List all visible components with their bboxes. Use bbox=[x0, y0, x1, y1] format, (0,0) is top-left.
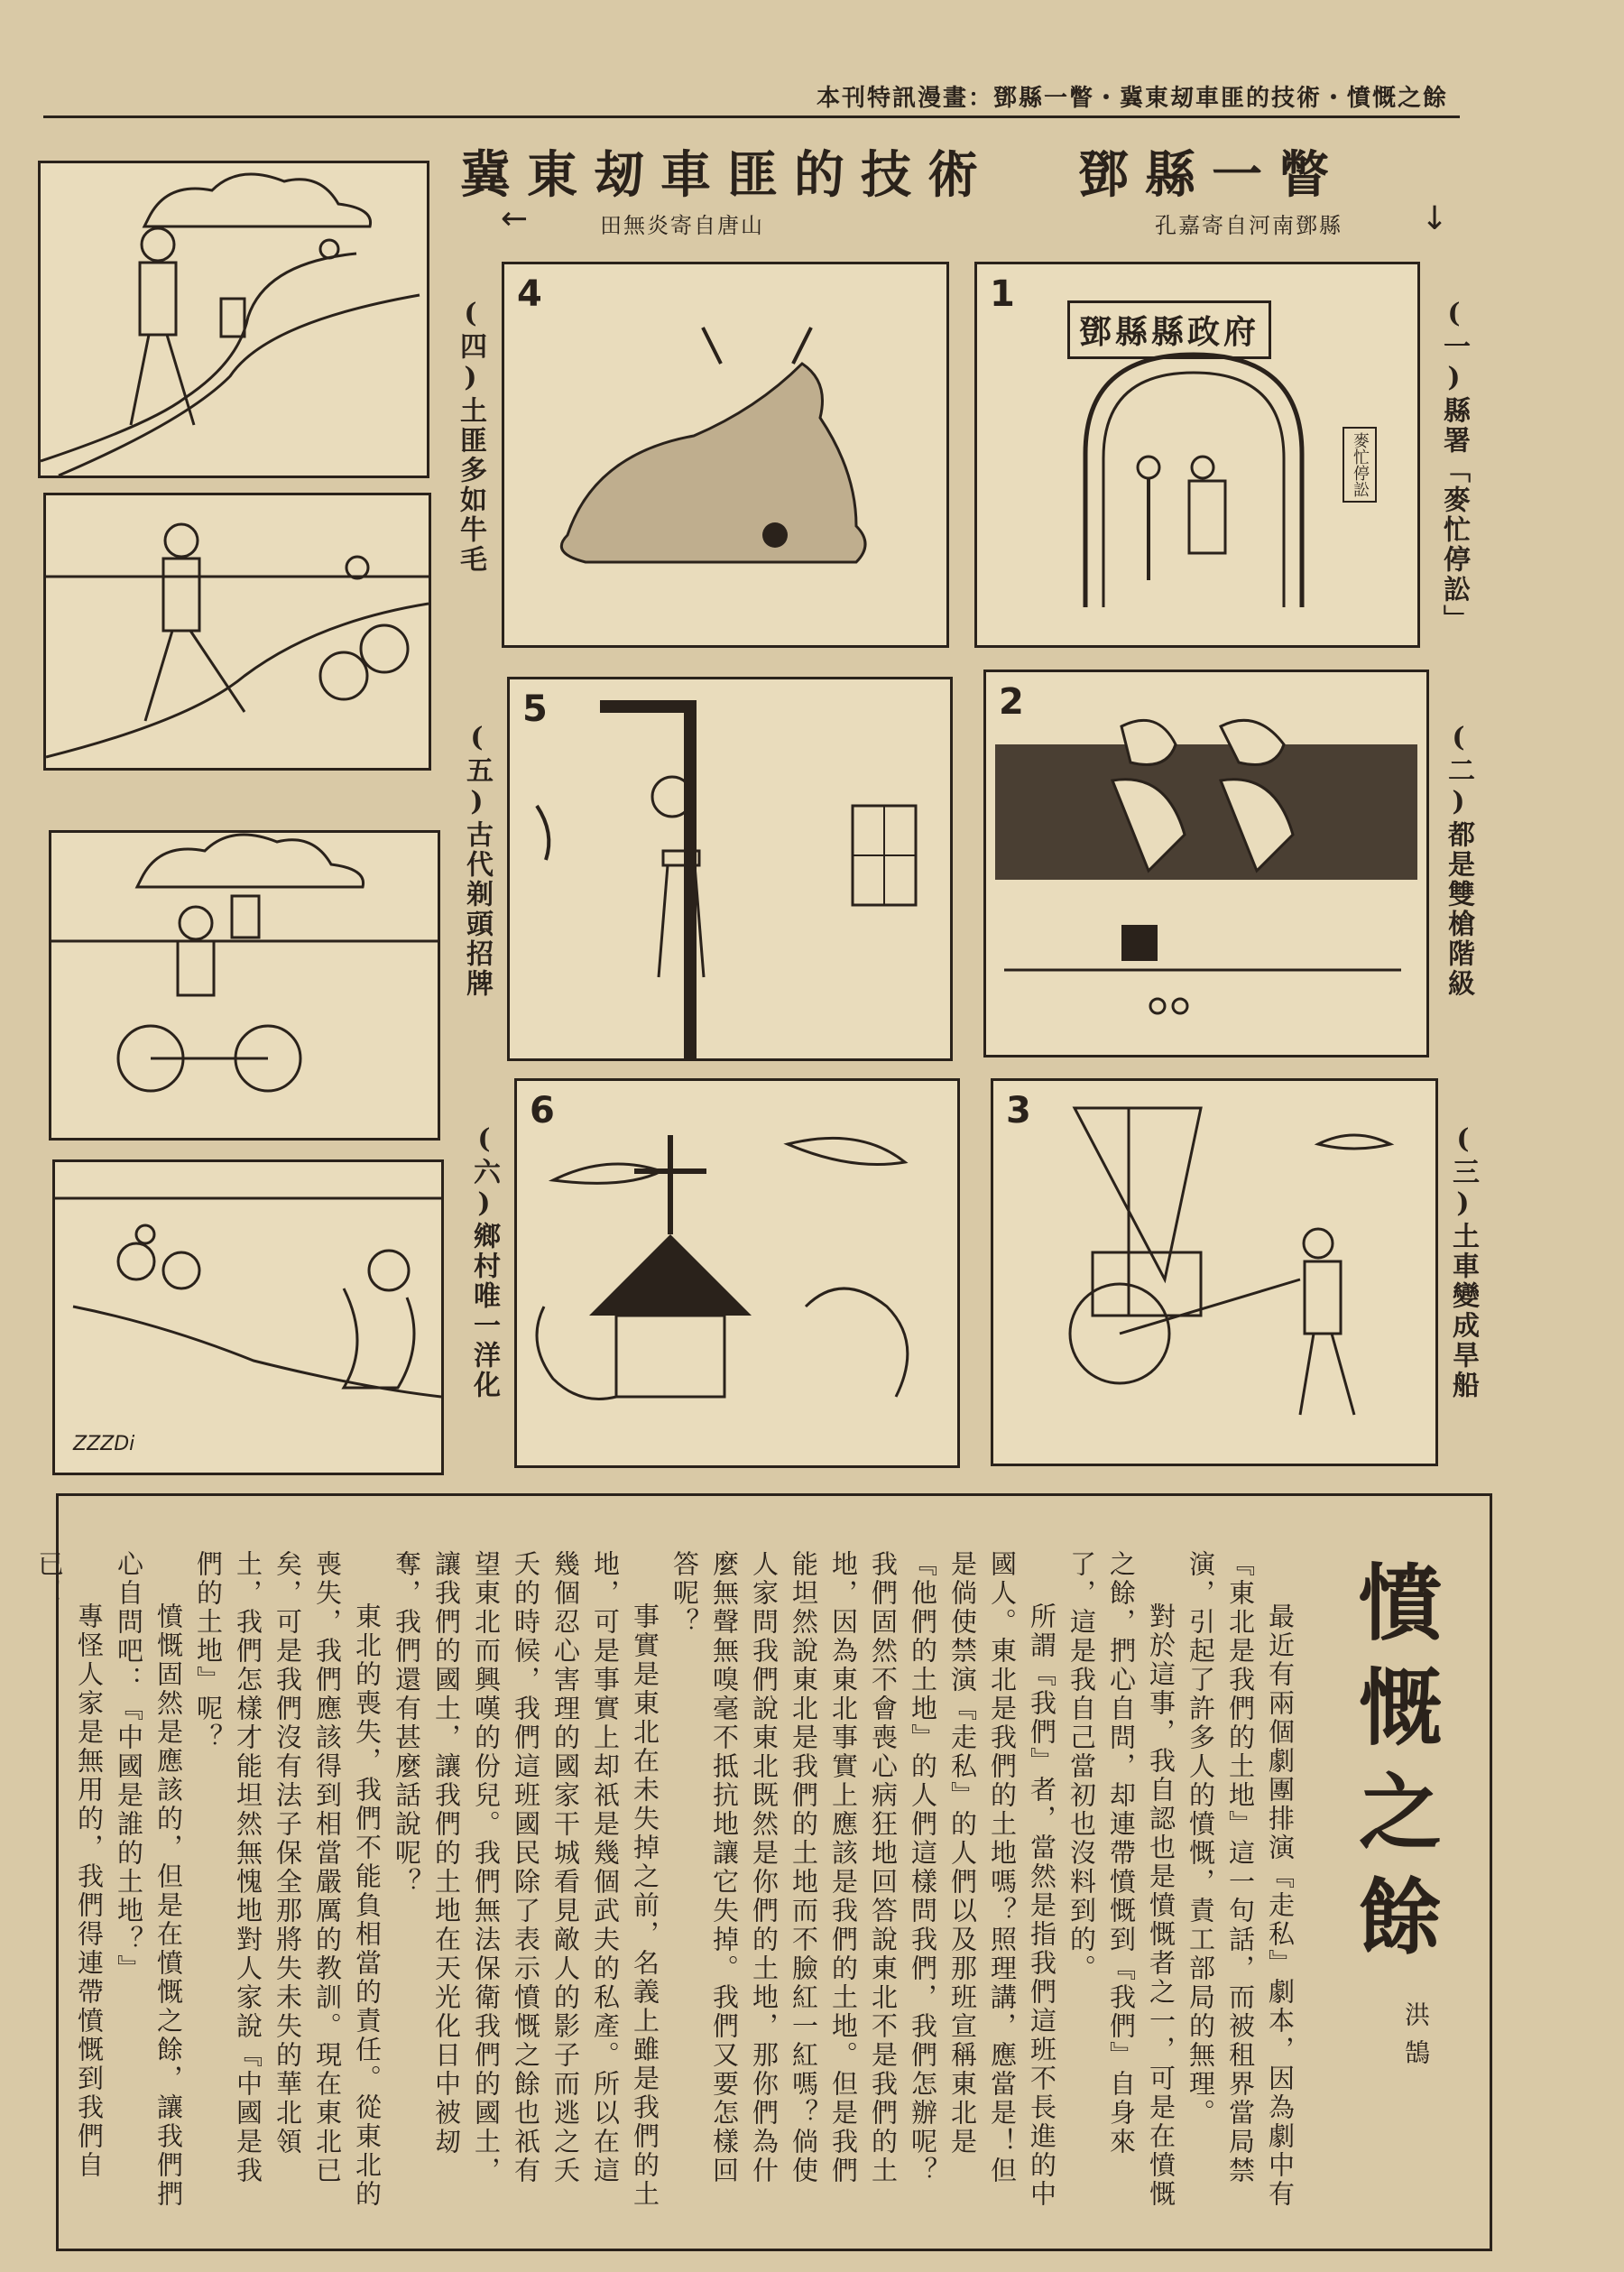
caption-panel-5: (五)古代剃頭招牌 bbox=[461, 722, 493, 999]
strip-frame-4 bbox=[52, 1159, 444, 1475]
essay-paragraph: 最近有兩個劇團排演『走私』劇本，因為劇中有『東北是我們的土地』這一句話，而被租界當局禁演，引起了許多人的憤慨，責工部局的無理。 bbox=[1186, 1550, 1296, 2209]
essay-box bbox=[34, 1493, 1492, 2251]
panel-number: 3 bbox=[1006, 1090, 1031, 1131]
caption-panel-4: (四)土匪多如牛毛 bbox=[455, 298, 486, 575]
essay-author: 洪鵠 bbox=[1401, 2001, 1431, 2077]
header-rule bbox=[43, 115, 1460, 118]
caption-panel-2: (二)都是雙槍階級 bbox=[1443, 722, 1474, 999]
comic-panel-5 bbox=[507, 677, 953, 1061]
essay-paragraph: 東北的喪失，我們不能負相當的責任。從東北的喪失，我們應該得到相當嚴厲的教訓。現在東北已矣，可是我們沒有法子保全那將失未失的華北領土，我們怎樣才能坦然無愧地對人家說『中國是我們的土地』呢？ bbox=[193, 1550, 383, 2209]
comic-panel-4 bbox=[502, 262, 949, 648]
panel-number: 2 bbox=[999, 681, 1024, 723]
comic-panel-2 bbox=[983, 670, 1429, 1057]
caption-panel-6: (六)鄉村唯一洋化 bbox=[468, 1123, 500, 1400]
comic-panel-6 bbox=[514, 1078, 960, 1468]
panel-number: 5 bbox=[522, 688, 548, 730]
panel-number: 4 bbox=[517, 273, 542, 315]
essay-paragraph: 所謂『我們』者，當然是指我們這班不長進的中國人。東北是我們的土地嗎？照理講，應當是！但是倘使禁演『走私』的人們以及那班宣稱東北是『他們的土地』的人們這樣問我們，我們怎辦呢？我們固然不會喪心病狂地回答說東北不是我們的土地，因為東北事實上應該是我們的土地。但是我們能坦然說東北是我們的土地而不臉紅一紅嗎？倘使人家問我們說東北既然是你們的土地，那你們為什麼無聲無嗅毫不抵抗地讓它失掉。我們又要怎樣回答呢？ bbox=[669, 1550, 1057, 2209]
strip-frame-1 bbox=[38, 161, 429, 478]
comic2-byline: 田無炎寄自唐山 bbox=[600, 213, 764, 238]
panel-number: 1 bbox=[990, 273, 1015, 315]
left-arrow-icon: ← bbox=[501, 200, 529, 237]
comic1-byline: 孔嘉寄自河南鄧縣 bbox=[1155, 213, 1343, 238]
strip-frame-2 bbox=[43, 493, 431, 771]
comic1-title: 鄧縣一瞥 bbox=[1078, 145, 1345, 205]
comic-panel-3 bbox=[991, 1078, 1438, 1466]
essay-paragraph: 事實是東北在未失掉之前，名義上雖是我們的土地，可是事實上却祇是幾個武夫的私產。所以在這幾個忍心害理的國家干城看見敵人的影子而逃之夭夭的時候，我們這班國民除了表示憤慨之餘也祇有望東北而興嘆的份兒。我們無法保衛我們的國土，讓我們的國土，讓我們的土地在天光化日中被刼奪，我們還有甚麼話說呢？ bbox=[392, 1550, 660, 2209]
comic2-title: 冀東刼車匪的技術 bbox=[460, 145, 994, 205]
county-office-signboard: 鄧縣縣政府 bbox=[1067, 300, 1271, 359]
page-header: 本刊特訊漫畫：鄧縣一瞥・冀東刼車匪的技術・憤慨之餘 bbox=[816, 85, 1448, 112]
essay-paragraph: 對於這事，我自認也是憤慨者之一，可是在憤慨之餘，捫心自問，却連帶憤慨到『我們』自身來了，這是我自己當初也沒料到的。 bbox=[1066, 1550, 1176, 2209]
caption-panel-3: (三)土車變成旱船 bbox=[1447, 1123, 1479, 1400]
caption-panel-1: (一)縣署「麥忙停訟」 bbox=[1438, 298, 1470, 634]
essay-title: 憤慨之餘 bbox=[1345, 1559, 1443, 1978]
strip-frame-3 bbox=[49, 830, 440, 1141]
essay-paragraph: 憤慨固然是應該的，但是在憤慨之餘，讓我們捫心自問吧：『中國是誰的土地？』 bbox=[114, 1550, 184, 2209]
essay-paragraph: 專怪人家是無用的，我們得連帶憤慨到我們自已！ bbox=[34, 1550, 105, 2180]
essay-body bbox=[34, 1550, 1300, 2209]
comic-panel-1 bbox=[974, 262, 1420, 648]
down-arrow-icon: ↓ bbox=[1421, 200, 1449, 237]
artist-signature: ZZZDi bbox=[73, 1433, 135, 1455]
notice-paper: 麥忙停訟 bbox=[1343, 427, 1377, 503]
panel-number: 6 bbox=[530, 1090, 555, 1131]
